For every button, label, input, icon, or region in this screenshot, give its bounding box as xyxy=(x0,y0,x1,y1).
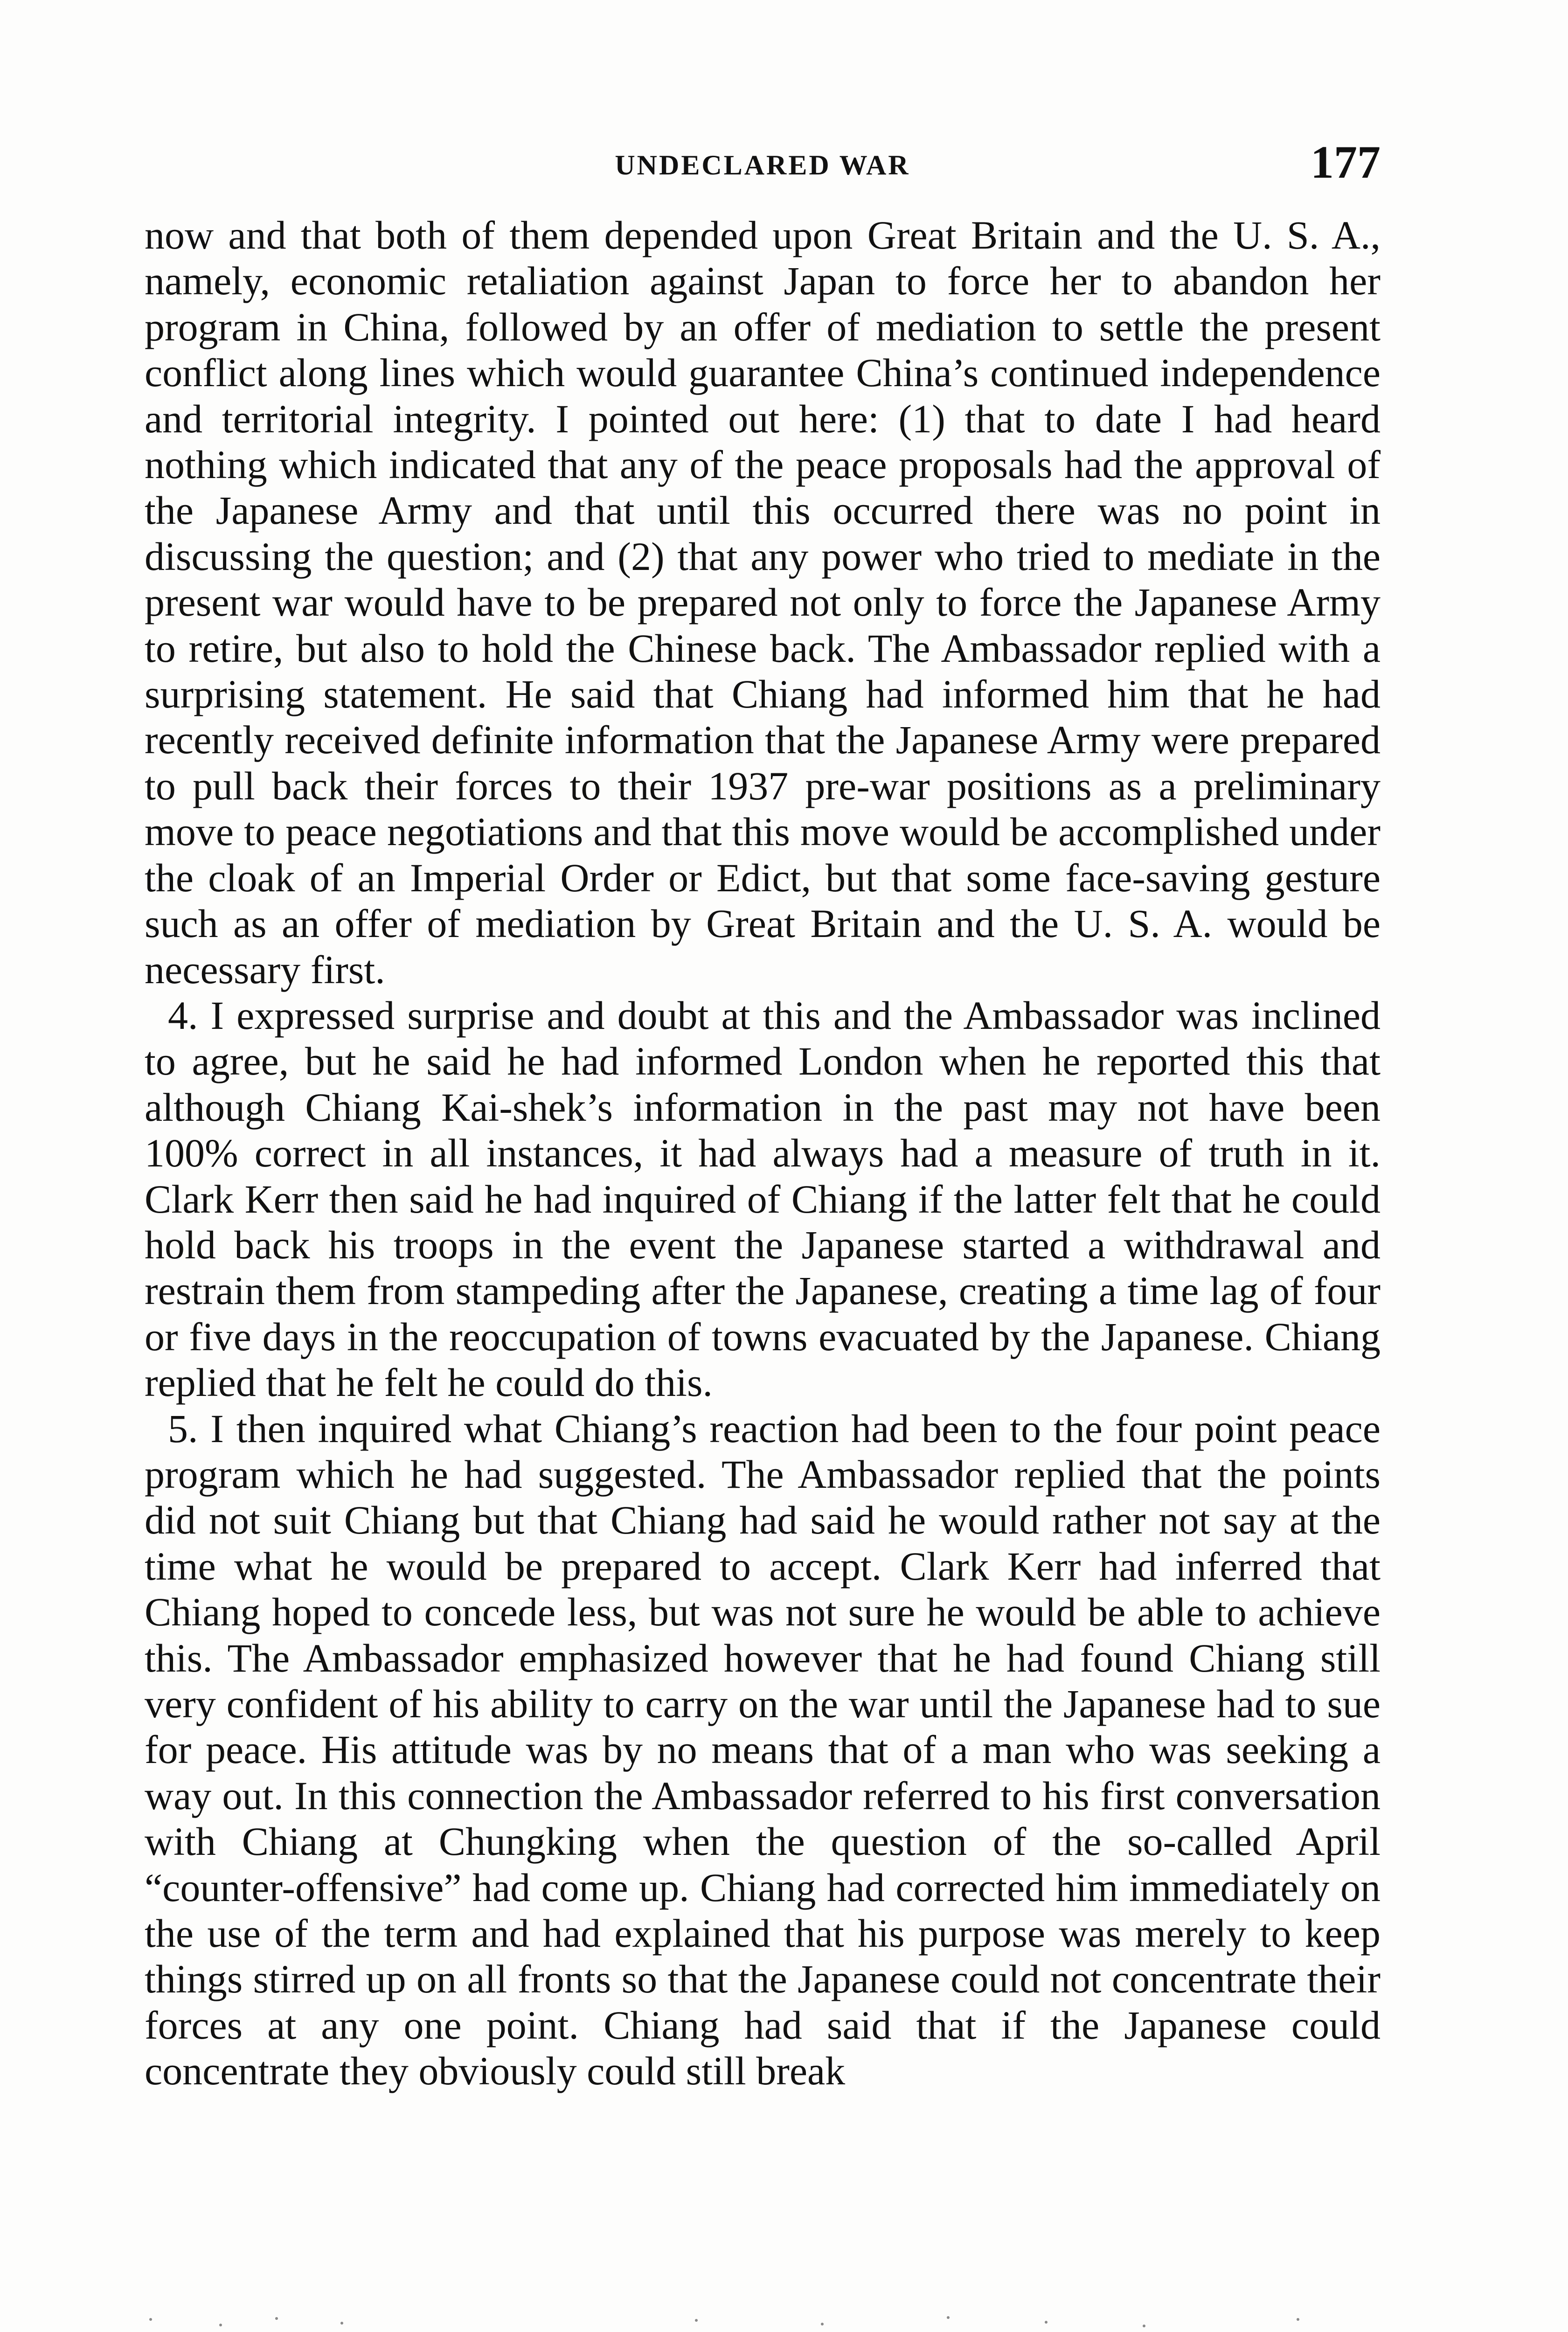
body-text xyxy=(145,212,1381,2094)
scan-speck xyxy=(1143,2325,1145,2327)
paragraph-continued: now and that both of them depended upon Great Britain and the U. S. A., namely, economic retaliation against Japan to force her to abandon her program in China, followed by an offer of mediation to settle the present conflict along lines which would guarantee China’s continued independence and territorial integrity. I pointed out here: (1) that to date I had heard nothing which indicated that any of the peace proposals had the approval of the Japanese Army and that until this occurred there was no point in discussing the question; and (2) that any power who tried to mediate in the present war would have to be prepared not only to force the Japanese Army to retire, but also to hold the Chinese back. The Ambassador replied with a surprising statement. He said that Chiang had informed him that he had recently received definite information that the Japanese Army were prepared to pull back their forces to their 1937 pre-war positions as a preliminary move to peace negotiations and that this move would be accomplished under the cloak of an Imperial Order or Edict, but that some face-saving gesture such as an offer of mediation by Great Britain and the U. S. A. would be necessary first. xyxy=(145,213,1381,992)
scan-specks xyxy=(145,2313,1381,2332)
scan-speck xyxy=(1297,2318,1299,2321)
scan-speck xyxy=(149,2318,152,2321)
scan-speck xyxy=(821,2323,824,2325)
running-title: UNDECLARED WAR xyxy=(615,150,910,180)
scan-speck xyxy=(1045,2321,1048,2324)
page-number: 177 xyxy=(1311,136,1381,188)
scan-speck xyxy=(695,2319,698,2322)
scan-speck xyxy=(219,2324,222,2326)
scan-speck xyxy=(947,2316,950,2319)
scan-speck xyxy=(275,2317,278,2320)
running-head xyxy=(145,135,1381,187)
scan-speck xyxy=(340,2322,343,2325)
paragraph-4: 4. I expressed surprise and doubt at this and the Ambassador was inclined to agree, but he said he had informed London when he reported this that although Chiang Kai-shek’s information in the past may not have been 100% correct in all instances, it had always had a measure of truth in it. Clark Kerr then said he had inquired of Chiang if the latter felt that he could hold back his troops in the event the Japanese started a withdrawal and restrain them from stampeding after the Japanese, creating a time lag of four or five days in the reoccupation of towns evacuated by the Japanese. Chiang replied that he felt he could do this. xyxy=(145,992,1381,1405)
paragraph-5: 5. I then inquired what Chiang’s reaction had been to the four point peace program which he had suggested. The Ambassador replied that the points did not suit Chiang but that Chiang had said he would rather not say at the time what he would be prepared to accept. Clark Kerr had inferred that Chiang hoped to concede less, but was not sure he would be able to achieve this. The Ambassador emphasized however that he had found Chiang still very confident of his ability to carry on the war until the Japanese had to sue for peace. His attitude was by no means that of a man who was seeking a way out. In this connection the Ambassador referred to his first conversation with Chiang at Chungking when the question of the so-called April “counter-offensive” had come up. Chiang had corrected him immediately on the use of the term and had explained that his purpose was merely to keep things stirred up on all fronts so that the Japanese could not concentrate their forces at any one point. Chiang had said that if the Japanese could concentrate they obviously could still break xyxy=(145,1406,1381,2094)
